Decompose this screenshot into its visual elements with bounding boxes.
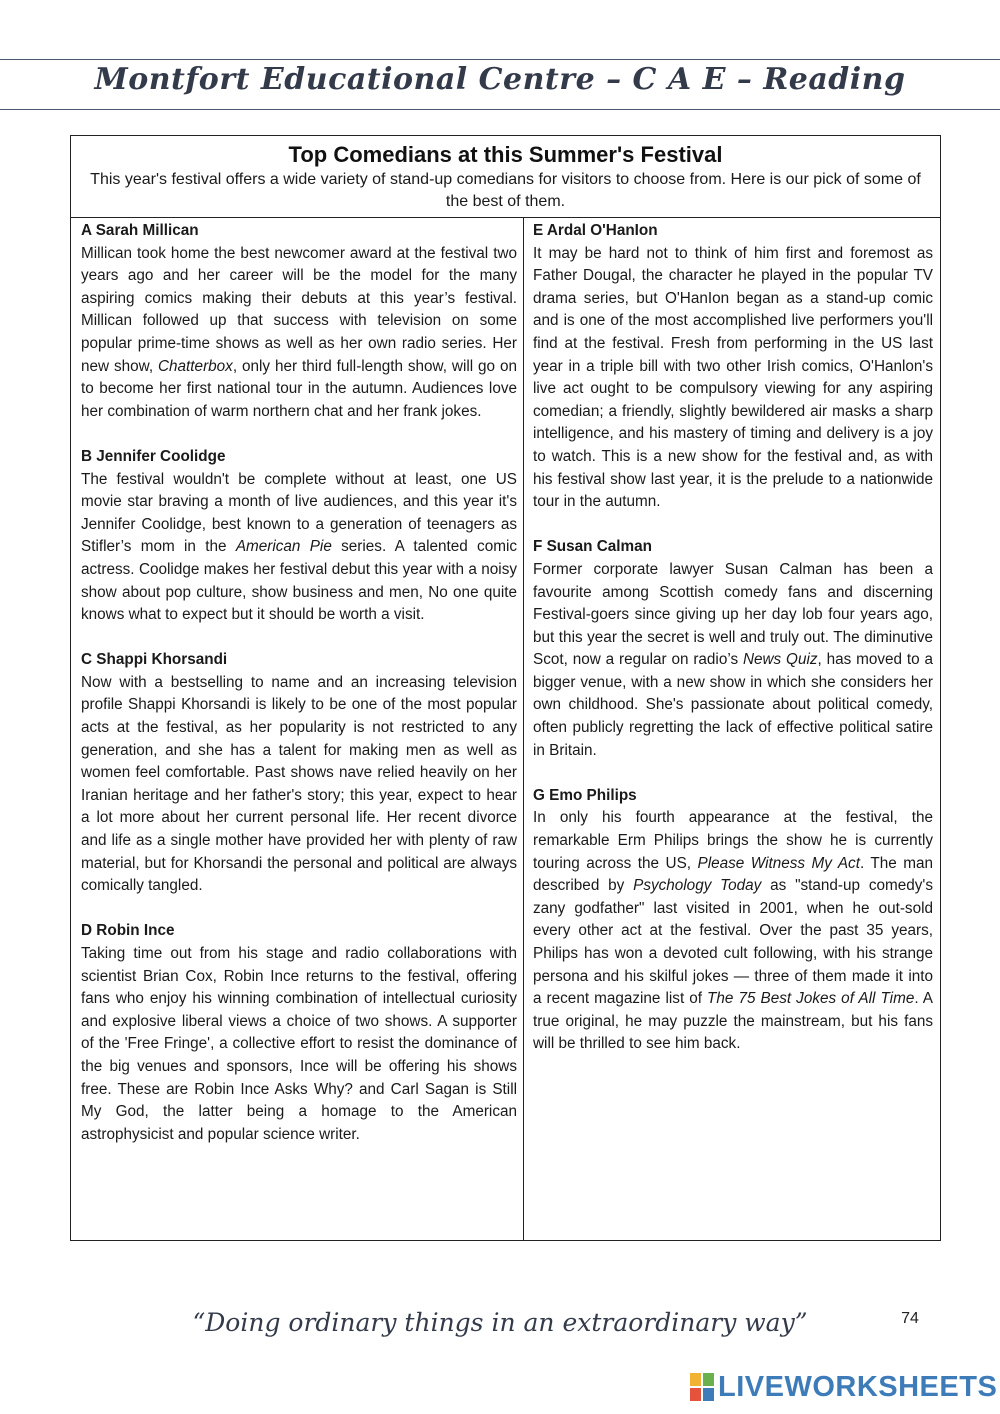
liveworksheets-wordmark: LIVEWORKSHEETS bbox=[718, 1370, 998, 1403]
section-a-title: A Sarah Millican bbox=[81, 222, 199, 239]
left-column bbox=[81, 220, 517, 1169]
section-d-body: Taking time out from his stage and radio collaborations with scientist Brian Cox, Robin Ince returns to the festival, offering fans who enjoy his winning combination of intellectual curiosity and explosive liberal views a choice of two shows. A supporter of the 'Free Fringe', a collective effort to resist the dominance of the big venues and sponsors, Ince will be offering his shows free. These are Robin Ince Asks Why? and Carl Sagan is Still My God, the latter being a homage to the American astrophysicist and popular science writer. bbox=[81, 945, 517, 1143]
section-a bbox=[81, 220, 517, 423]
article-intro: This year's festival offers a wide variety of stand-up comedians for visitors to choose from. Here is our pick of some of the best of them. bbox=[90, 171, 921, 210]
section-b-body: The festival wouldn't be complete without at least, one US movie star braving a month of live audiences, and this year it's Jennifer Coolidge, best known to a generation of teenagers as Stifler’s mom in the American Pie series. A talented comic actress. Coolidge makes her festival debut this year with a noisy show about pop culture, show business and men, No one quite knows what to expect but it should be worth a visit. bbox=[81, 470, 518, 624]
section-f bbox=[533, 536, 933, 762]
section-f-title: F Susan Calman bbox=[533, 538, 653, 556]
header-title: Montfort Educational Centre – C A E – Reading bbox=[94, 62, 906, 97]
article-title: Top Comedians at this Summer's Festival bbox=[288, 142, 723, 167]
section-e bbox=[533, 220, 933, 514]
liveworksheets-logo-icon bbox=[690, 1373, 714, 1401]
section-f-body: Former corporate lawyer Susan Calman has been a favourite among Scottish comedy fans and discerning Festival-goers since giving up her day lob four years ago, but this year the secret is well and truly out. The diminutive Scot, now a regular on radio’s News Quiz, has moved to a bigger venue, with a new show in which she considers her own childhood. She's passionate about political comedy, often publicly regretting the lack of effective political satire in Britain. bbox=[533, 560, 934, 759]
section-a-body: Millican took home the best newcomer award at the festival two years ago and her career will be the model for the many aspiring comics making their debuts at this year’s festival. Millican followed up that success with television on some popular prime-time shows as well as her own radio series. Her new show, Chatterbox, only her third full-length show, will go on to become her first national tour in the autumn. Audiences love her combination of warm northern chat and her frank jokes. bbox=[81, 244, 517, 420]
section-b bbox=[81, 446, 517, 627]
section-e-body: It may be hard not to think of him first and foremost as Father Dougal, the character he played in the popular TV drama series, but O'HanIon began as a stand-up comic and is one of the most accomplished live performers you'll find at the festival. Fresh from performing in the US last year in a triple bill with two other Irish comics, O'Hanlon's live act ought to be compulsory viewing for any aspiring comedian; a friendly, slightly bewildered air masks a sharp intelligence, and his mastery of timing and delivery is a joy to watch. This is a new show for the festival and, as with his festival show last year, it is the prelude to a nationwide tour in the autumn. bbox=[533, 244, 933, 511]
section-e-title: E Ardal O'HanIon bbox=[533, 222, 658, 239]
footer-quote: “Doing ordinary things in an extraordinary way” bbox=[192, 1308, 808, 1337]
section-c bbox=[81, 649, 517, 898]
page-number: 74 bbox=[901, 1310, 919, 1327]
article-header bbox=[71, 136, 940, 218]
section-d-title: D Robin Ince bbox=[81, 922, 175, 940]
section-g bbox=[533, 785, 933, 1056]
liveworksheets-brand[interactable] bbox=[690, 1370, 997, 1404]
column-divider bbox=[523, 218, 524, 1240]
section-c-body: Now with a bestselling to name and an increasing television profile Shappi Khorsandi is likely to be one of the most popular acts at the festival, as her popularity is not restricted to any generation, and she has a talent for making men as well as women feel comfortable. Past shows nave relied heavily on her Iranian heritage and her father's story; this year, expect to hear a lot more about her current personal life. Her recent divorce and life as a single mother have provided her with plenty of raw material, but for Khorsandi the personal and political are always comically tangled. bbox=[81, 673, 517, 895]
section-g-body: In only his fourth appearance at the festival, the remarkable Erm Philips brings the show he is currently touring across the US, Please Witness My Act. The man described by Psychology Today as "stand-up comedy's zany godfather" last visited in 2001, when he out-sold every other act at the festival. Over the past 35 years, Philips has won a devoted cult following, with his strange persona and his skilful jokes — three of them made it into a recent magazine list of The 75 Best Jokes of All Time. A true original, he may puzzle the mainstream, but his fans will be thrilled to see him back. bbox=[533, 809, 934, 1053]
section-d bbox=[81, 920, 517, 1146]
section-g-title: G Emo Philips bbox=[533, 786, 637, 804]
section-b-title: B Jennifer Coolidge bbox=[81, 447, 226, 465]
section-c-title: C Shappi Khorsandi bbox=[81, 651, 228, 669]
right-column bbox=[533, 220, 933, 1079]
header-rule-bottom bbox=[0, 109, 1000, 110]
header-rule-top bbox=[0, 59, 1000, 60]
article-frame bbox=[70, 135, 941, 1241]
